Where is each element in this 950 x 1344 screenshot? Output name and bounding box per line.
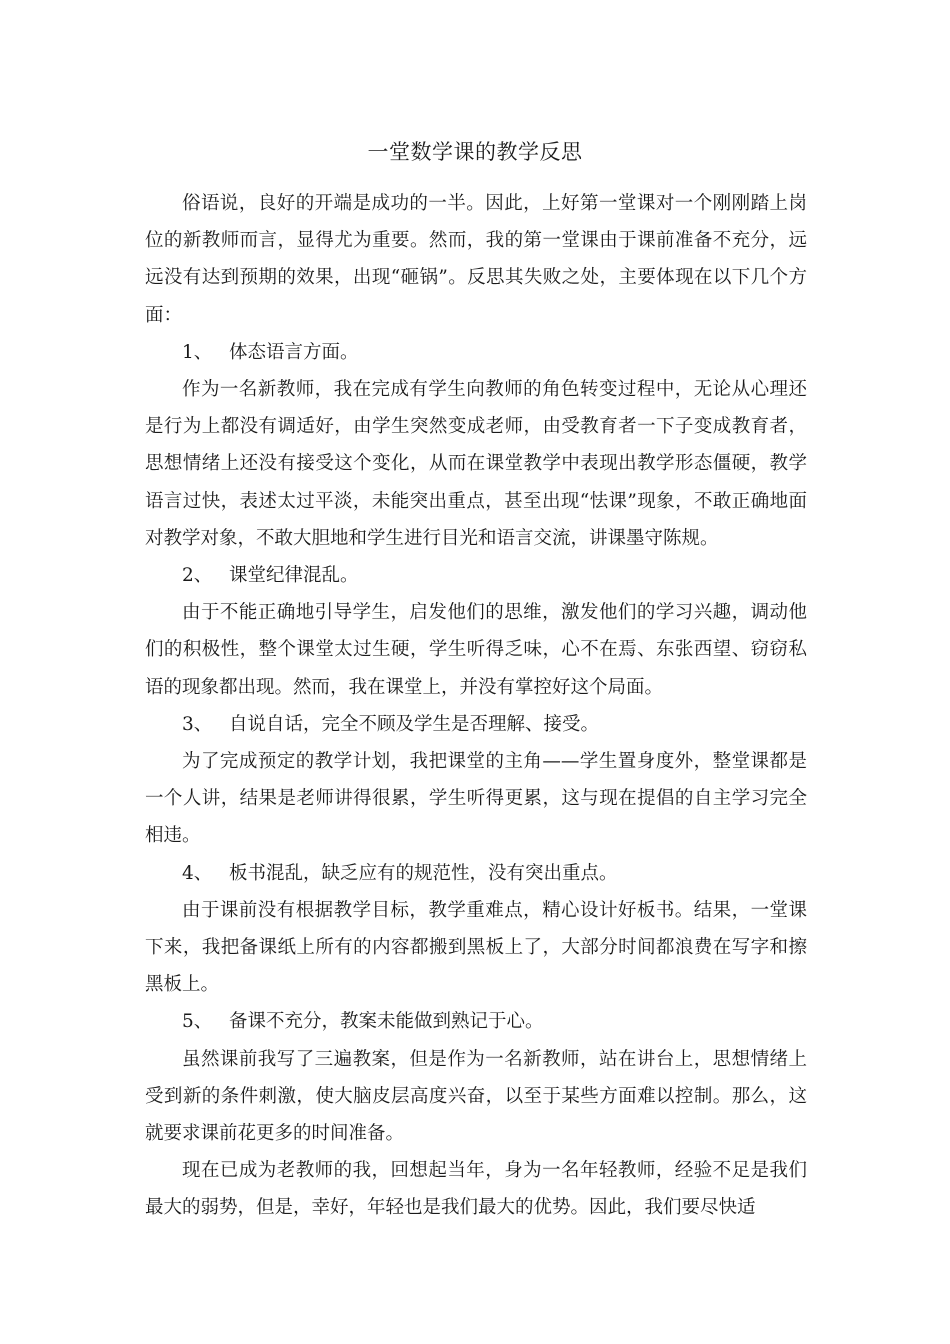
list-item-text: 自说自话，完全不顾及学生是否理解、接受。 [229, 713, 600, 735]
list-item-text: 课堂纪律混乱。 [229, 565, 359, 587]
paragraph: 由于课前没有根据教学目标，教学重难点，精心设计好板书。结果，一堂课下来，我把备课纸上所有的内容都搬到黑板上了，大部分时间都浪费在写字和擦黑板上。 [145, 899, 807, 996]
list-item-heading [145, 855, 807, 892]
list-item-text: 备课不充分，教案未能做到熟记于心。 [229, 1011, 544, 1033]
paragraph: 现在已成为老教师的我，回想起当年，身为一名年轻教师，经验不足是我们最大的弱势，但是，幸好，年轻也是我们最大的优势。因此，我们要尽快适 [145, 1160, 807, 1219]
list-item-heading [145, 706, 807, 743]
paragraph: 作为一名新教师，我在完成有学生向教师的角色转变过程中，无论从心理还是行为上都没有调适好，由学生突然变成老师，由受教育者一下子变成教育者，思想情绪上还没有接受这个变化，从而在课堂教学中表现出教学形态僵硬，教学语言过快，表述太过平淡，未能突出重点，甚至出现“怯课”现象，不敢正确地面对教学对象，不敢大胆地和学生进行目光和语言交流，讲课墨守陈规。 [145, 379, 807, 549]
paragraph: 虽然课前我写了三遍教案，但是作为一名新教师，站在讲台上，思想情绪上受到新的条件刺激，使大脑皮层高度兴奋，以至于某些方面难以控制。那么，这就要求课前花更多的时间准备。 [145, 1048, 807, 1145]
list-item-number: 2、 [182, 565, 213, 587]
list-item-heading [145, 1003, 807, 1040]
list-item-number: 5、 [182, 1011, 213, 1033]
list-item-number: 4、 [182, 862, 213, 884]
paragraph: 由于不能正确地引导学生，启发他们的思维，激发他们的学习兴趣，调动他们的积极性，整个课堂太过生硬，学生听得乏味，心不在焉、东张西望、窃窃私语的现象都出现。然而，我在课堂上，并没有掌控好这个局面。 [145, 602, 807, 698]
list-item-number: 3、 [182, 713, 213, 735]
paragraph: 俗语说，良好的开端是成功的一半。因此，上好第一堂课对一个刚刚踏上岗位的新教师而言，显得尤为重要。然而，我的第一堂课由于课前准备不充分，远远没有达到预期的效果，出现“砸锅”。反思其失败之处，主要体现在以下几个方面： [145, 193, 807, 326]
document-body [145, 185, 807, 1227]
list-item-heading [145, 334, 807, 371]
document-title: 一堂数学课的教学反思 [367, 140, 583, 164]
list-item-text: 板书混乱，缺乏应有的规范性，没有突出重点。 [229, 862, 618, 884]
list-item-heading [145, 557, 807, 594]
list-item-text: 体态语言方面。 [229, 341, 359, 363]
list-item-number: 1、 [182, 341, 213, 363]
paragraph: 为了完成预定的教学计划，我把课堂的主角——学生置身度外，整堂课都是一个人讲，结果是老师讲得很累，学生听得更累，这与现在提倡的自主学习完全相违。 [145, 751, 807, 847]
